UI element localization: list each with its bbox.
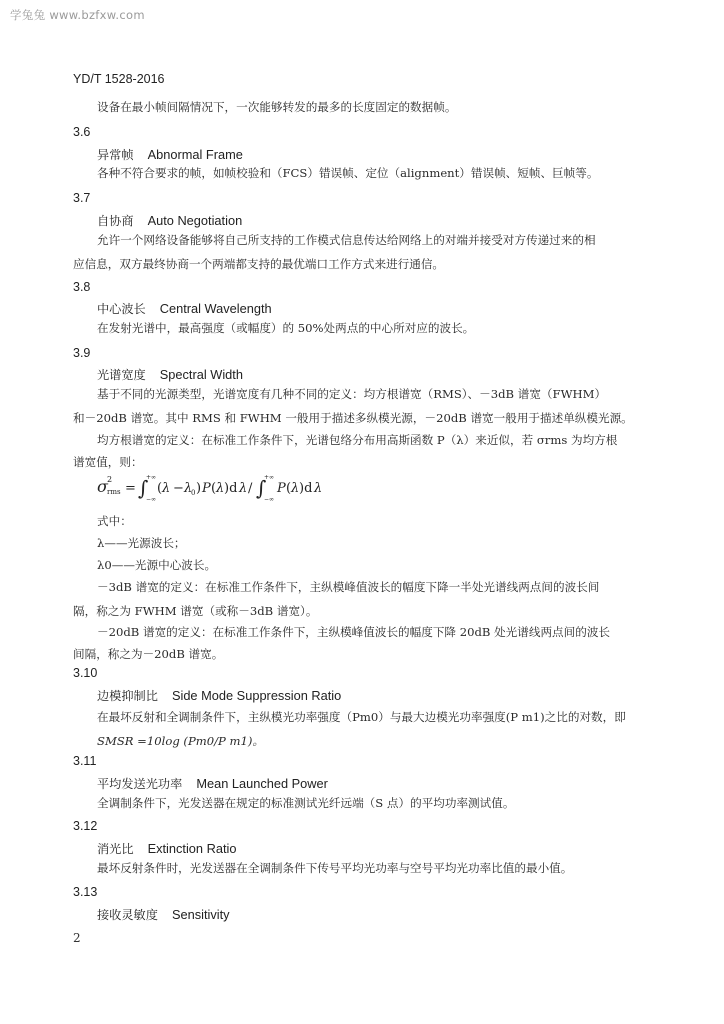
paragraph-line: 基于不同的光源类型，光谱宽度有几种不同的定义：均方根谱宽（RMS）、－3dB 谱宽（FWHM） bbox=[97, 387, 607, 401]
paragraph-line: λ0——光源中心波长。 bbox=[97, 558, 217, 572]
term-cn: 边模抑制比 bbox=[97, 689, 158, 703]
term-en: Abnormal Frame bbox=[147, 147, 243, 162]
svg-text:(: ( bbox=[157, 481, 163, 496]
section-number: 3.6 bbox=[73, 125, 91, 139]
svg-text:λ: λ bbox=[184, 481, 193, 496]
svg-text:P: P bbox=[202, 481, 211, 496]
svg-text:λ: λ bbox=[216, 481, 225, 496]
svg-text:2: 2 bbox=[107, 475, 113, 484]
svg-text:λ: λ bbox=[291, 481, 300, 496]
paragraph-line: 在最坏反射和全调制条件下，主纵模光功率强度（Pm0）与最大边模光功率强度(P m1)之比的对数，即 bbox=[97, 710, 626, 724]
svg-text:/: / bbox=[248, 481, 253, 496]
svg-text:+∞: +∞ bbox=[146, 474, 157, 481]
svg-text:)d: )d bbox=[299, 481, 313, 496]
svg-text:): ) bbox=[196, 481, 202, 496]
term-en: Mean Launched Power bbox=[196, 776, 328, 791]
svg-text:−∞: −∞ bbox=[264, 496, 275, 503]
term-en: Auto Negotiation bbox=[147, 213, 243, 228]
page-number: 2 bbox=[73, 931, 81, 945]
term-cn: 中心波长 bbox=[97, 302, 146, 316]
svg-text:λ: λ bbox=[239, 481, 248, 496]
paragraph-line: 各种不符合要求的帧，如帧校验和（FCS）错误帧、定位（alignment）错误帧、短帧、巨帧等。 bbox=[97, 166, 599, 180]
svg-text:0: 0 bbox=[191, 489, 196, 497]
term-cn: 自协商 bbox=[97, 214, 134, 228]
svg-text:=: = bbox=[125, 481, 136, 496]
paragraph-line: －20dB 谱宽的定义：在标准工作条件下，主纵模峰值波长的幅度下降 20dB 处光谱线两点间的波长 bbox=[97, 625, 611, 639]
term-cn: 异常帧 bbox=[97, 148, 134, 162]
paragraph-line: 式中： bbox=[97, 514, 132, 528]
paragraph-line: 间隔，称之为－20dB 谱宽。 bbox=[73, 647, 224, 661]
section-number: 3.12 bbox=[73, 819, 98, 833]
term-heading bbox=[97, 366, 243, 383]
section-number: 3.7 bbox=[73, 191, 91, 205]
term-heading bbox=[97, 300, 272, 317]
paragraph-line: 隔，称之为 FWHM 谱宽（或称－3dB 谱宽）。 bbox=[73, 604, 318, 618]
svg-text:∫: ∫ bbox=[256, 476, 267, 500]
watermark: 学兔兔 www.bzfxw.com bbox=[10, 8, 145, 22]
svg-text:λ: λ bbox=[314, 481, 323, 496]
svg-text:rms: rms bbox=[107, 488, 121, 496]
term-heading bbox=[97, 775, 328, 792]
section-number: 3.13 bbox=[73, 885, 98, 899]
section-number: 3.10 bbox=[73, 666, 98, 680]
term-en: Sensitivity bbox=[171, 907, 230, 922]
term-cn: 平均发送光功率 bbox=[97, 777, 183, 791]
svg-text:−: − bbox=[173, 481, 184, 496]
document-header: YD/T 1528-2016 bbox=[73, 72, 165, 86]
paragraph-line: 在发射光谱中，最高强度（或幅度）的 50%处两点的中心所对应的波长。 bbox=[97, 321, 475, 335]
term-en: Central Wavelength bbox=[159, 301, 272, 316]
paragraph-line: 和－20dB 谱宽。其中 RMS 和 FWHM 一般用于描述多纵模光源，－20dB 谱宽一般用于描述单纵模光源。 bbox=[73, 411, 633, 425]
term-heading bbox=[97, 687, 341, 704]
svg-text:∫: ∫ bbox=[138, 476, 149, 500]
svg-text:−∞: −∞ bbox=[146, 496, 157, 503]
section-number: 3.11 bbox=[73, 754, 97, 768]
paragraph-line: SMSR =10log (Pm0/P m1)。 bbox=[97, 734, 265, 748]
paragraph-line: 允许一个网络设备能够将自己所支持的工作模式信息传达给网络上的对端并接受对方传递过来的相 bbox=[97, 233, 596, 247]
paragraph-line: －3dB 谱宽的定义：在标准工作条件下，主纵模峰值波长的幅度下降一半处光谱线两点间的波长间 bbox=[97, 580, 600, 594]
term-heading bbox=[97, 212, 242, 229]
term-heading bbox=[97, 840, 236, 857]
svg-text:σ: σ bbox=[97, 477, 108, 496]
paragraph-line: λ——光源波长； bbox=[97, 536, 186, 550]
svg-text:(: ( bbox=[211, 481, 217, 496]
svg-text:P: P bbox=[277, 481, 286, 496]
rms-formula bbox=[97, 470, 357, 504]
section-number: 3.9 bbox=[73, 346, 91, 360]
section-number: 3.8 bbox=[73, 280, 91, 294]
term-en: Side Mode Suppression Ratio bbox=[171, 688, 342, 703]
paragraph-line: 设备在最小帧间隔情况下，一次能够转发的最多的长度固定的数据帧。 bbox=[97, 100, 457, 114]
paragraph-line: 全调制条件下，光发送器在规定的标准测试光纤远端（S 点）的平均功率测试值。 bbox=[97, 796, 515, 810]
paragraph-line: 应信息，双方最终协商一个两端都支持的最优端口工作方式来进行通信。 bbox=[73, 257, 445, 271]
term-en: Extinction Ratio bbox=[147, 841, 237, 856]
term-heading bbox=[97, 906, 230, 923]
term-cn: 接收灵敏度 bbox=[97, 908, 158, 922]
svg-text:(: ( bbox=[286, 481, 292, 496]
paragraph-line: 均方根谱宽的定义：在标准工作条件下，光谱包络分布用高斯函数 P（λ）来近似，若 σrms 为均方根 bbox=[97, 433, 618, 447]
term-en: Spectral Width bbox=[159, 367, 243, 382]
svg-text:)d: )d bbox=[224, 481, 238, 496]
paragraph-line: 谱宽值，则： bbox=[73, 455, 143, 469]
term-cn: 消光比 bbox=[97, 842, 134, 856]
paragraph-line: 最坏反射条件时，光发送器在全调制条件下传号平均光功率与空号平均光功率比值的最小值。 bbox=[97, 861, 573, 875]
svg-text:+∞: +∞ bbox=[264, 474, 275, 481]
svg-text:λ: λ bbox=[162, 481, 171, 496]
term-cn: 光谱宽度 bbox=[97, 368, 146, 382]
